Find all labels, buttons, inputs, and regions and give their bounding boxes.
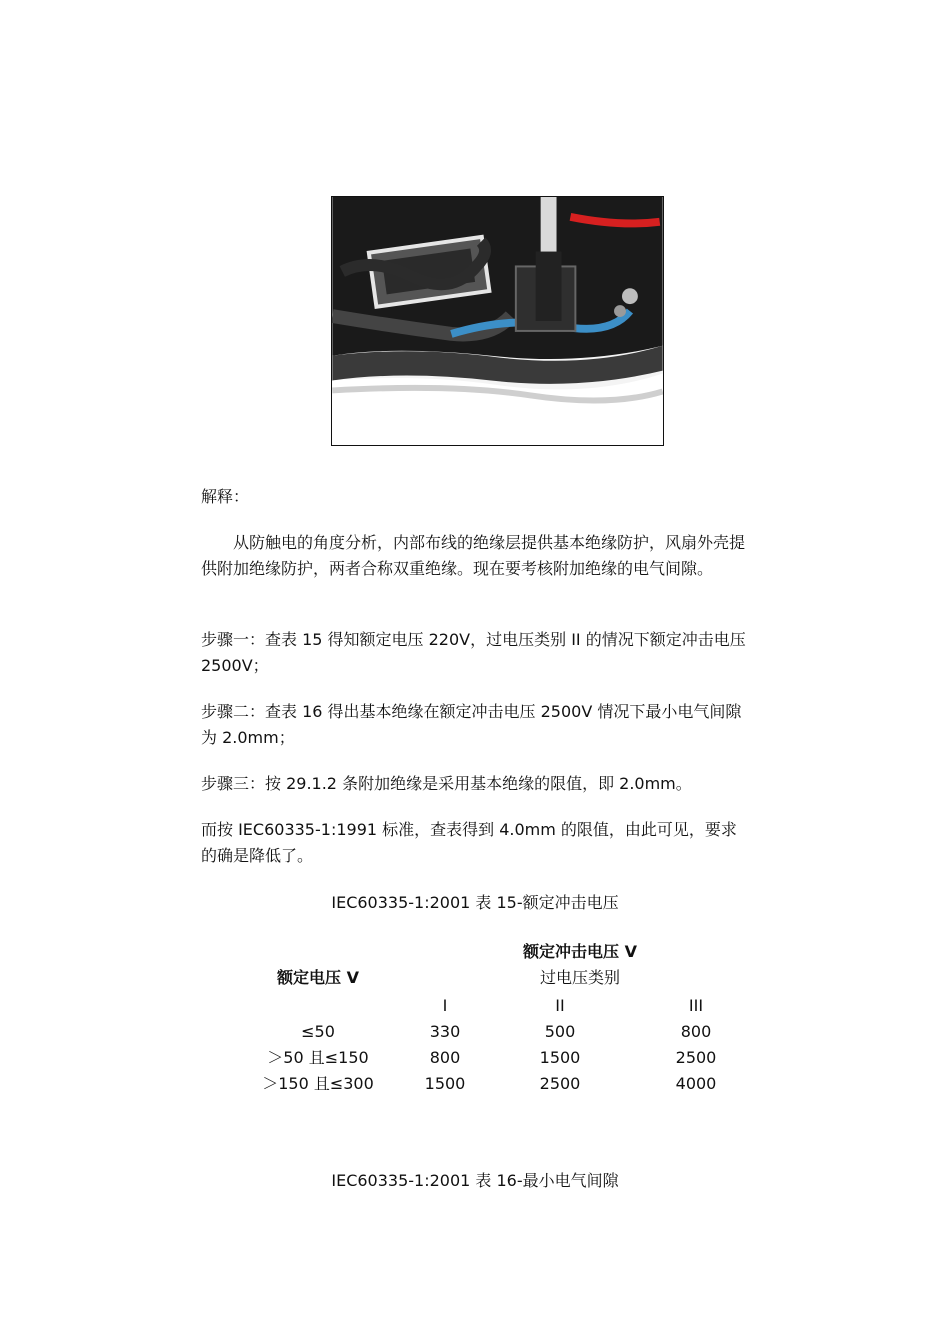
paragraph-analysis: 从防触电的角度分析，内部布线的绝缘层提供基本绝缘防护，风扇外壳提供附加绝缘防护，两者合称双重绝缘。现在要考核附加绝缘的电气间隙。 — [201, 533, 746, 578]
table15-cell: 330 — [429, 1022, 461, 1041]
table15-row-voltage: ＞150 且≤300 — [262, 1074, 374, 1093]
table15-cell: 800 — [429, 1048, 461, 1067]
table15-cell: 800 — [680, 1022, 712, 1041]
table15-row-voltage: ＞50 且≤150 — [267, 1048, 369, 1067]
table15-column-header: II — [555, 996, 565, 1015]
table15-column-header: I — [442, 996, 448, 1015]
table15-cell: 1500 — [424, 1074, 466, 1093]
enclosure-photo — [331, 196, 664, 446]
table15-caption: IEC60335-1:2001 表 15-额定冲击电压 — [331, 893, 619, 912]
table15-header-rated: 额定电压 V — [277, 968, 359, 987]
table15-header-category: 过电压类别 — [539, 968, 620, 987]
paragraph-step2: 步骤二：查表 16 得出基本绝缘在额定冲击电压 2500V 情况下最小电气间隙为 2.0mm； — [201, 702, 742, 747]
table15-cell: 4000 — [675, 1074, 717, 1093]
paragraph-step3: 步骤三：按 29.1.2 条附加绝缘是采用基本绝缘的限值，即 2.0mm。 — [201, 774, 692, 793]
table15-cell: 2500 — [675, 1048, 717, 1067]
table16-caption: IEC60335-1:2001 表 16-最小电气间隙 — [331, 1171, 619, 1190]
electrical-enclosure-photo-icon — [332, 197, 663, 445]
table15-cell: 500 — [544, 1022, 576, 1041]
table15-cell: 1500 — [539, 1048, 581, 1067]
table15-cell: 2500 — [539, 1074, 581, 1093]
paragraph-comparison: 而按 IEC60335-1:1991 标准，查表得到 4.0mm 的限值，由此可见，要求的确是降低了。 — [201, 820, 737, 865]
table15-row-voltage: ≤50 — [301, 1022, 335, 1041]
table15-column-header: III — [688, 996, 704, 1015]
explain-label: 解释： — [201, 487, 250, 506]
table15-header-impulse: 额定冲击电压 V — [523, 942, 637, 961]
paragraph-step1: 步骤一：查表 15 得知额定电压 220V，过电压类别 II 的情况下额定冲击电压 2500V； — [201, 630, 746, 675]
